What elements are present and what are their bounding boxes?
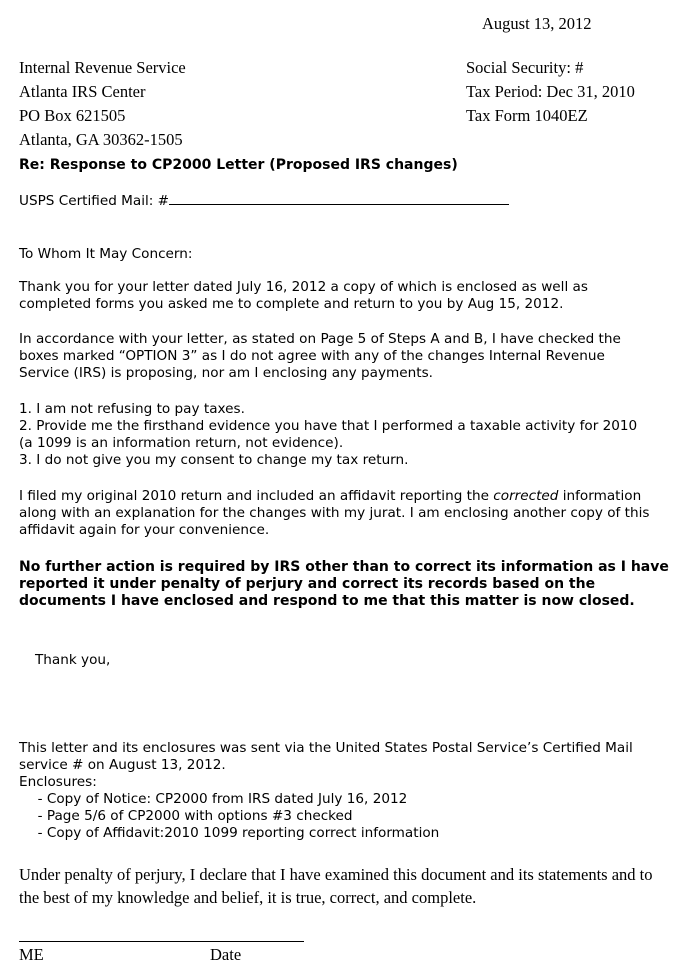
- paragraph-line: Service (IRS) is proposing, nor am I enclosing any payments.: [19, 365, 433, 381]
- list-item: 2. Provide me the firsthand evidence you have that I performed a taxable activity for 2010: [19, 418, 638, 434]
- paragraph-line: boxes marked “OPTION 3” as I do not agree with any of the changes Internal Revenue: [19, 348, 605, 364]
- paragraph-line: completed forms you asked me to complete and return to you by Aug 15, 2012.: [19, 296, 564, 312]
- mailing-note: [19, 740, 633, 842]
- paragraph-line: service # on August 13, 2012.: [19, 757, 226, 773]
- signature-name: ME: [19, 945, 44, 964]
- recipient-line: Atlanta, GA 30362-1505: [19, 130, 183, 149]
- numbered-statements: [19, 401, 637, 469]
- paragraph-option-3: [19, 331, 621, 382]
- taxpayer-info: [466, 56, 635, 128]
- recipient-line: Atlanta IRS Center: [19, 82, 146, 101]
- paragraph-line: This letter and its enclosures was sent via the United States Postal Service’s Certified Mail: [19, 740, 633, 756]
- enclosure-item: - Copy of Affidavit:2010 1099 reporting correct information: [29, 825, 440, 841]
- paragraph-no-further-action: [19, 559, 669, 610]
- paragraph-line: reported it under penalty of perjury and correct its records based on the: [19, 576, 596, 592]
- salutation: To Whom It May Concern:: [19, 246, 193, 262]
- enclosure-item: - Page 5/6 of CP2000 with options #3 checked: [29, 808, 353, 824]
- taxpayer-info-line: Tax Form 1040EZ: [466, 106, 588, 125]
- paragraph-line: Thank you for your letter dated July 16, 2012 a copy of which is enclosed as well as: [19, 279, 588, 295]
- paragraph-line: documents I have enclosed and respond to me that this matter is now closed.: [19, 593, 635, 609]
- paragraph-line: In accordance with your letter, as stated on Page 5 of Steps A and B, I have checked the: [19, 331, 621, 347]
- list-item: (a 1099 is an information return, not evidence).: [19, 435, 344, 451]
- list-item: 3. I do not give you my consent to change my tax return.: [19, 452, 409, 468]
- signature-line: [19, 941, 304, 942]
- text-run: I filed my original 2010 return and included an affidavit reporting the: [19, 488, 494, 504]
- subject-line: Re: Response to CP2000 Letter (Proposed IRS changes): [19, 157, 458, 173]
- closing: Thank you,: [35, 652, 111, 668]
- paragraph-affidavit: [19, 488, 649, 539]
- paragraph-line: the best of my knowledge and belief, it is true, correct, and complete.: [19, 888, 477, 907]
- recipient-line: PO Box 621505: [19, 106, 126, 125]
- paragraph-line: [19, 488, 649, 505]
- list-item: 1. I am not refusing to pay taxes.: [19, 401, 245, 417]
- certified-mail-number-blank: [169, 204, 509, 205]
- perjury-declaration: [19, 863, 653, 909]
- paragraph-line: along with an explanation for the changes with my jurat. I am enclosing another copy of this: [19, 505, 650, 521]
- text-run: information: [558, 488, 642, 504]
- enclosure-item: - Copy of Notice: CP2000 from IRS dated July 16, 2012: [29, 791, 408, 807]
- paragraph-thank-you-letter: [19, 279, 588, 313]
- emphasis-corrected: corrected: [493, 488, 559, 504]
- paragraph-line: No further action is required by IRS other than to correct its information as I have: [19, 559, 669, 575]
- taxpayer-info-line: Tax Period: Dec 31, 2010: [466, 82, 635, 101]
- enclosures-label: Enclosures:: [19, 774, 97, 790]
- taxpayer-info-line: Social Security: #: [466, 58, 584, 77]
- recipient-address: [19, 56, 186, 152]
- paragraph-line: affidavit again for your convenience.: [19, 522, 270, 538]
- paragraph-line: Under penalty of perjury, I declare that I have examined this document and its statements and to: [19, 865, 653, 884]
- signature-date-label: Date: [210, 945, 242, 964]
- certified-mail-label: USPS Certified Mail: #: [19, 193, 170, 209]
- letter-date: August 13, 2012: [482, 14, 592, 33]
- recipient-line: Internal Revenue Service: [19, 58, 186, 77]
- certified-mail: [19, 193, 509, 209]
